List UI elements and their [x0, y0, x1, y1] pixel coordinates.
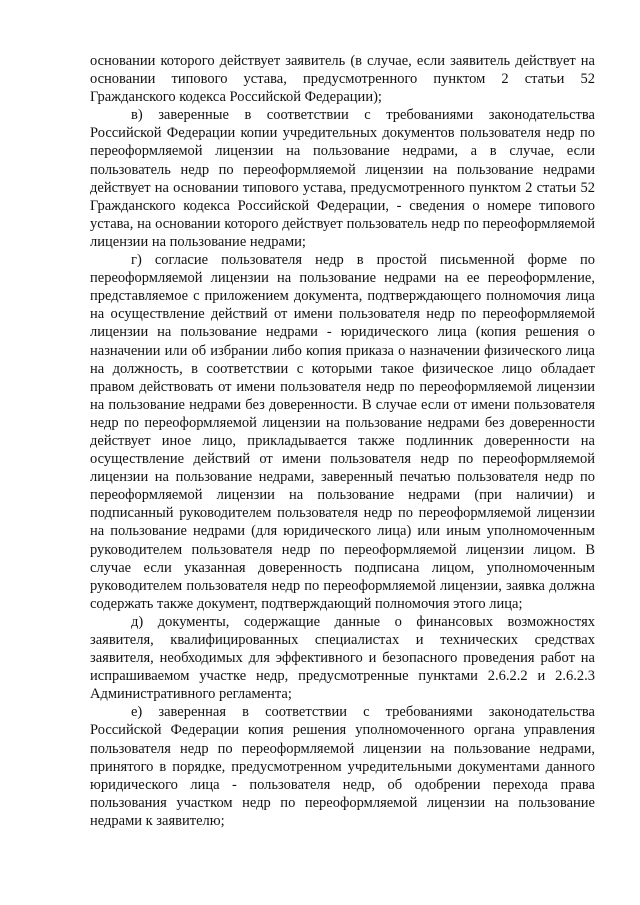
document-page [90, 52, 595, 830]
paragraph-item-g: г) согласие пользователя недр в простой письменной форме по переоформляемой лицензии на пользование недрами на ее переоформление, представляемое с приложением документа, подтверждающего полномочия лица на осуществление действий от имени пользователя недр по переоформляемой лицензии на пользование недрами - юридического лица (копия решения о назначении или об избрании либо копия приказа о назначении физического лица на должность, в соответствии с которыми такое физическое лицо обладает правом действовать от имени пользователя недр по переоформляемой лицензии на пользование недрами без доверенности. В случае если от имени пользователя недр по переоформляемой лицензии на пользование недрами без доверенности действует иное лицо, прикладывается также подлинник доверенности на осуществление действий от имени пользователя недр по переоформляемой лицензии на пользование недрами, заверенный печатью пользователя недр по переоформляемой лицензии на пользование недрами (при наличии) и подписанный руководителем пользователя недр по переоформляемой лицензии на пользование недрами (для юридического лица) или иным уполномоченным руководителем пользователя недр по переоформляемой лицензии лицом. В случае если указанная доверенность подписана лицом, уполномоченным руководителем пользователя недр по переоформляемой лицензии, заявка должна содержать также документ, подтверждающий полномочия этого лица; [90, 252, 595, 612]
paragraph-item-v: в) заверенные в соответствии с требованиями законодательства Российской Федерации копии учредительных документов пользователя недр по переоформляемой лицензии на пользование недрами, а в случае, если пользователь недр по переоформляемой лицензии на пользование недрами действует на основании типового устава, предусмотренного пунктом 2 статьи 52 Гражданского кодекса Российской Федерации, - сведения о номере типового устава, на основании которого действует пользователь недр по переоформляемой лицензии на пользование недрами; [90, 107, 595, 250]
paragraph-item-e: е) заверенная в соответствии с требованиями законодательства Российской Федерации копия решения уполномоченного органа управления пользователя недр по переоформляемой лицензии на пользование недрами, принятого в порядке, предусмотренном учредительными документами данного юридического лица - пользователя недр, об одобрении перехода права пользования участком недр по переоформляемой лицензии на пользование недрами к заявителю; [90, 704, 595, 829]
paragraph-continuation: основании которого действует заявитель (в случае, если заявитель действует на основании типового устава, предусмотренного пунктом 2 статьи 52 Гражданского кодекса Российской Федерации); [90, 53, 595, 106]
paragraph-item-d: д) документы, содержащие данные о финансовых возможностях заявителя, квалифицированных специалистах и технических средствах заявителя, необходимых для эффективного и безопасного проведения работ на испрашиваемом участке недр, предусмотренные пунктами 2.6.2.2 и 2.6.2.3 Административного регламента; [90, 613, 595, 703]
